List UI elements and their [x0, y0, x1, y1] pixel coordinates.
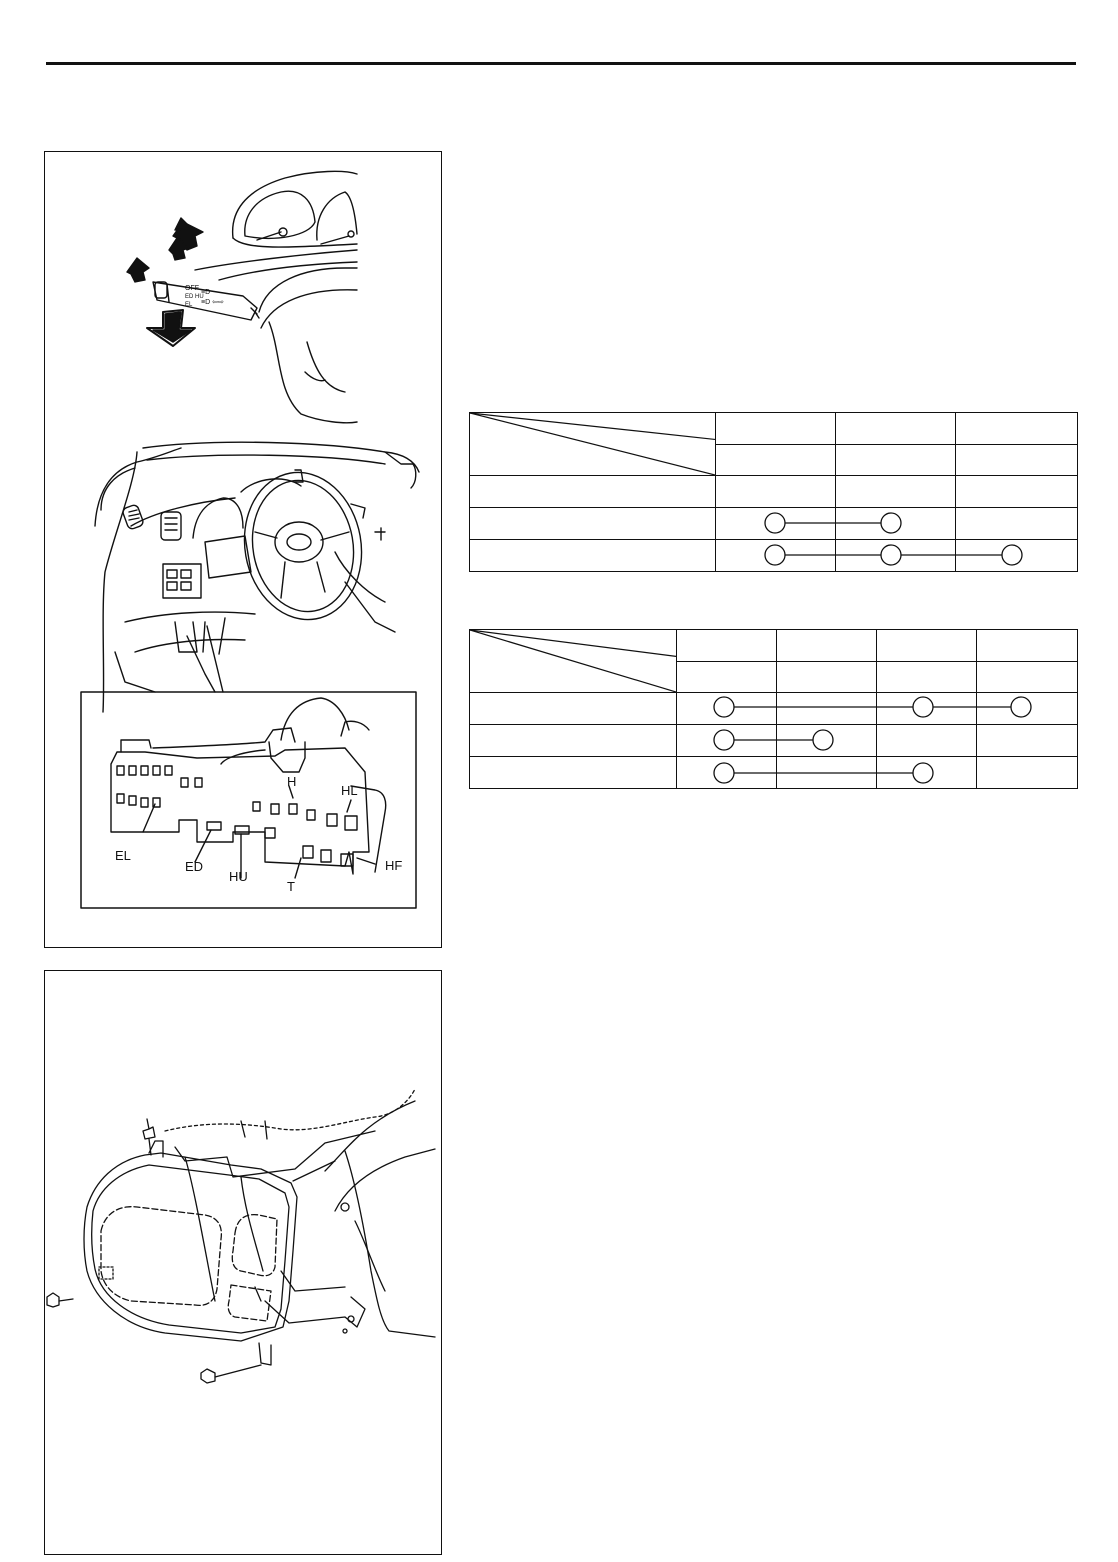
table-1-header-cell: [836, 445, 956, 476]
body-panel-drawing: [165, 1089, 435, 1337]
table-cell: [716, 540, 836, 572]
table-cell: [956, 508, 1078, 540]
callout-lines: [187, 626, 223, 692]
svg-text:ED HU: ED HU: [185, 294, 204, 300]
table-1-row: [470, 540, 1078, 572]
svg-text:≡D ⇦⇨: ≡D ⇦⇨: [201, 299, 224, 306]
table-cell: [877, 725, 977, 757]
table-1-row-label: [470, 476, 716, 508]
table-1-header-cell: [956, 413, 1078, 445]
mounting-bolts-drawing: [47, 1119, 261, 1383]
table-2-row: [470, 757, 1078, 789]
table-2-header-cell: [877, 630, 977, 662]
connector-label-t: T: [287, 879, 295, 894]
figure-headlight-removal: [44, 970, 442, 1555]
diagonal-lines: [470, 630, 676, 692]
table-cell: [677, 693, 777, 725]
table-cell: [677, 725, 777, 757]
table-cell: [677, 757, 777, 789]
connector-label-el: EL: [115, 848, 131, 863]
connector-pins-top: [117, 766, 202, 787]
diagonal-lines: [470, 413, 715, 475]
table-cell: [977, 757, 1078, 789]
table-1-row-label: [470, 508, 716, 540]
table-1-row: [470, 476, 1078, 508]
connector-label-ed: ED: [185, 859, 204, 874]
table-2-header-row-1: [470, 630, 1078, 662]
table-2-row-label: [470, 693, 677, 725]
table-2-row: [470, 725, 1078, 757]
table-1-header-cell: [836, 413, 956, 445]
svg-text:OFF: OFF: [185, 285, 199, 292]
combination-switch-illustration: [45, 152, 441, 947]
switch-continuity-table-1: [469, 412, 1078, 572]
table-1-header-row-1: [470, 413, 1078, 445]
table-2-header-cell: [777, 630, 877, 662]
svg-text:≡D: ≡D: [201, 289, 211, 296]
connector-pins-bottom: [117, 794, 357, 866]
steering-wheel-drawing: [233, 463, 373, 629]
table-1-header-cell: [716, 413, 836, 445]
headlight-illustration: [45, 971, 441, 1554]
connector-label-hf: HF: [385, 858, 403, 873]
table-2-header-cell: [877, 662, 977, 693]
steering-column-drawing: [255, 268, 357, 423]
table-2-header-cell: [977, 630, 1078, 662]
table-cell: [836, 540, 956, 572]
connector-label-hl: HL: [341, 783, 358, 798]
table-cell: [777, 693, 877, 725]
svg-text:EL: EL: [185, 302, 193, 308]
table-2-header-cell: [977, 662, 1078, 693]
table-1-header-cell: [716, 445, 836, 476]
table-cell: [877, 693, 977, 725]
figure-combination-switch: [44, 151, 442, 948]
table-cell: [956, 476, 1078, 508]
table-cell: [977, 693, 1078, 725]
table-cell: [777, 757, 877, 789]
gauge-cluster-drawing: [195, 171, 357, 280]
connector-label-hu: HU: [229, 869, 248, 884]
table-1-diagonal-header: [470, 413, 716, 476]
headlight-assembly-drawing: [84, 1141, 335, 1365]
table-2-row-label: [470, 757, 677, 789]
table-2-header-cell: [777, 662, 877, 693]
table-cell: [836, 508, 956, 540]
table-2-row: [470, 693, 1078, 725]
table-1-row-label: [470, 540, 716, 572]
table-cell: [716, 508, 836, 540]
table-cell: [777, 725, 877, 757]
table-cell: [716, 476, 836, 508]
connector-label-h: H: [287, 774, 297, 789]
switch-continuity-table-2: [469, 629, 1078, 789]
header-rule: [46, 62, 1076, 65]
table-cell: [956, 540, 1078, 572]
table-cell: [836, 476, 956, 508]
table-cell: [977, 725, 1078, 757]
table-2-header-cell: [677, 662, 777, 693]
table-cell: [877, 757, 977, 789]
table-2-diagonal-header: [470, 630, 677, 693]
table-1-row: [470, 508, 1078, 540]
table-2-row-label: [470, 725, 677, 757]
dashboard-drawing: [95, 442, 419, 712]
table-2-header-cell: [677, 630, 777, 662]
table-1-header-cell: [956, 445, 1078, 476]
